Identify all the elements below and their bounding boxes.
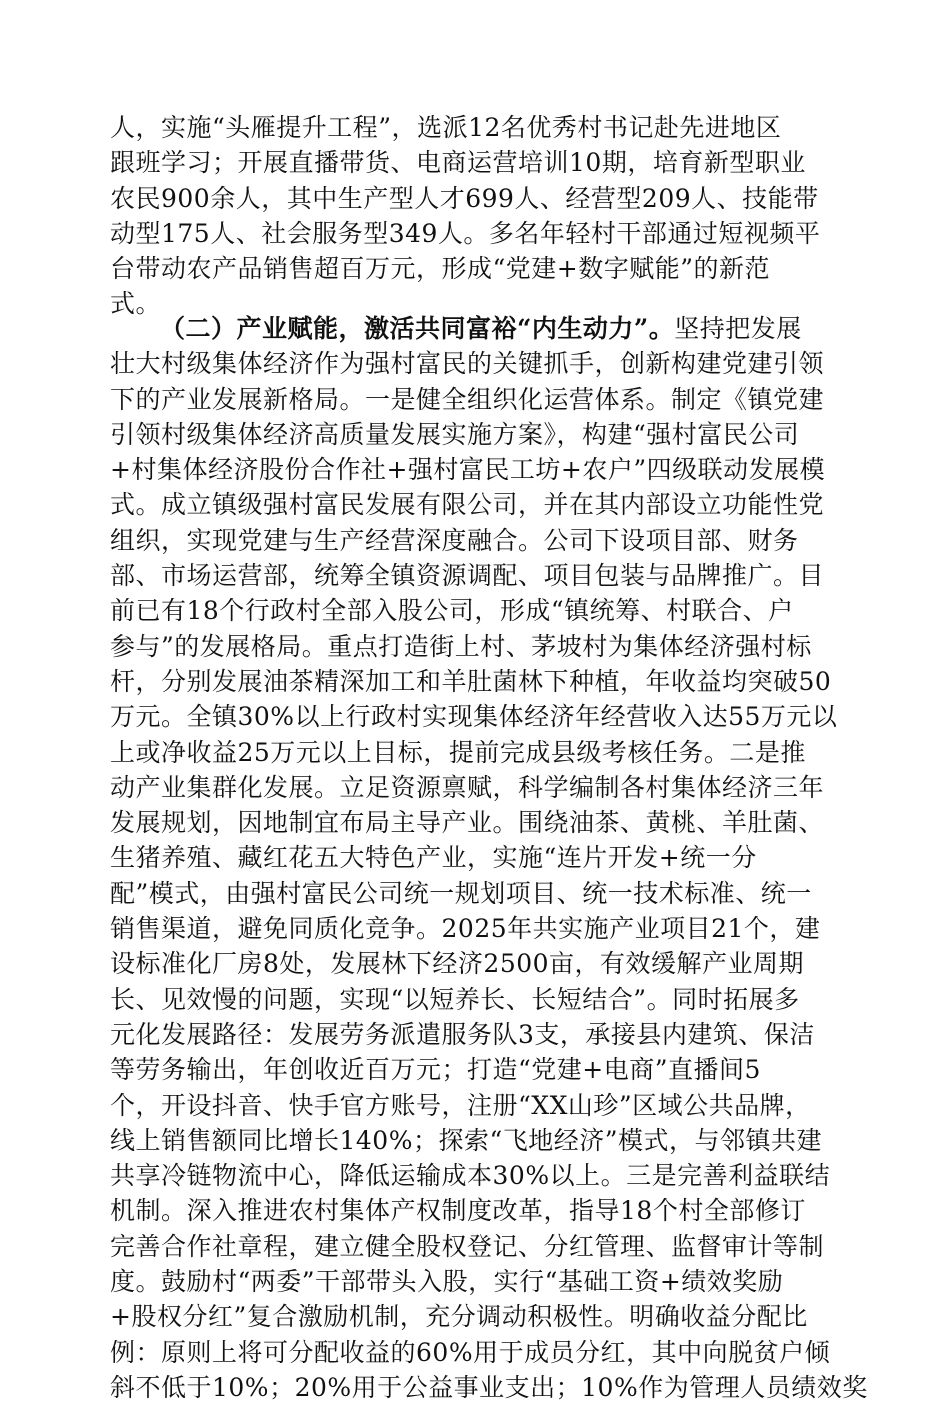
section-heading: （二）产业赋能，激活共同富裕“内生动力”。 (160, 314, 675, 343)
paragraph-line: 组织，实现党建与生产经营深度融合。公司下设项目部、财务 (110, 525, 799, 555)
paragraph-line: 式。 (110, 289, 162, 319)
paragraph-line: 发展规划，因地制宜布局主导产业。围绕油茶、黄桃、羊肚菌、 (110, 808, 825, 838)
section-heading-continuation: 坚持把发展 (674, 314, 802, 343)
section-heading-line (110, 311, 840, 346)
paragraph-line: 度。鼓励村“两委”干部带头入股，实行“基础工资+绩效奖励 (110, 1267, 784, 1297)
paragraph-line: 万元。全镇30%以上行政村实现集体经济年经营收入达55万元以 (110, 702, 838, 732)
paragraph-line: 壮大村级集体经济作为强村富民的关键抓手，创新构建党建引领 (110, 349, 825, 379)
paragraph-line: 部、市场运营部，统筹全镇资源调配、项目包装与品牌推广。目 (110, 561, 825, 591)
paragraph-line: 动型175人、社会服务型349人。多名年轻村干部通过短视频平 (110, 218, 821, 248)
paragraph-line: 设标准化厂房8处，发展林下经济2500亩，有效缓解产业周期 (110, 949, 805, 979)
paragraph-line: 完善合作社章程，建立健全股权登记、分红管理、监督审计等制 (110, 1231, 825, 1261)
paragraph-line: 跟班学习；开展直播带货、电商运营培训10期，培育新型职业 (110, 148, 806, 178)
paragraph-line: 斜不低于10%；20%用于公益事业支出；10%作为管理人员绩效奖 (110, 1372, 868, 1402)
paragraph-line: 引领村级集体经济高质量发展实施方案》，构建“强村富民公司 (110, 419, 800, 449)
paragraph-line: 人，实施“头雁提升工程”，选派12名优秀村书记赴先进地区 (110, 113, 782, 142)
paragraph-line: 杆，分别发展油茶精深加工和羊肚菌林下种植，年收益均突破50 (110, 666, 832, 696)
paragraph-line: +股权分红”复合激励机制，充分调动积极性。明确收益分配比 (110, 1302, 808, 1332)
paragraph-line: 个，开设抖音、快手官方账号，注册“XX山珍”区域公共品牌， (110, 1090, 811, 1120)
paragraph-2 (110, 311, 868, 1405)
paragraph-line: 前已有18个行政村全部入股公司，形成“镇统筹、村联合、户 (110, 596, 794, 626)
paragraph-line: 动产业集群化发展。立足资源禀赋，科学编制各村集体经济三年 (110, 772, 825, 802)
paragraph-line: 销售渠道，避免同质化竞争。2025年共实施产业项目21个，建 (110, 914, 821, 944)
paragraph-line: 线上销售额同比增长140%；探索“飞地经济”模式，与邻镇共建 (110, 1125, 823, 1155)
paragraph-line: 生猪养殖、藏红花五大特色产业，实施“连片开发+统一分 (110, 843, 757, 873)
paragraph-line: 等劳务输出，年创收近百万元；打造“党建+电商”直播间5 (110, 1055, 761, 1085)
paragraph-1 (110, 110, 840, 322)
paragraph-line: 配”模式，由强村富民公司统一规划项目、统一技术标准、统一 (110, 878, 812, 908)
paragraph-line: +村集体经济股份合作社+强村富民工坊+农户”四级联动发展模 (110, 455, 826, 485)
paragraph-line: 例：原则上将可分配收益的60%用于成员分红，其中向脱贫户倾 (110, 1337, 831, 1367)
paragraph-line: 参与”的发展格局。重点打造街上村、茅坡村为集体经济强村标 (110, 631, 812, 661)
paragraph-line: 下的产业发展新格局。一是健全组织化运营体系。制定《镇党建 (110, 384, 825, 414)
paragraph-line: 上或净收益25万元以上目标，提前完成县级考核任务。二是推 (110, 737, 806, 767)
paragraph-line: 元化发展路径：发展劳务派遣服务队3支，承接县内建筑、保洁 (110, 1019, 815, 1049)
paragraph-line: 长、见效慢的问题，实现“以短养长、长短结合”。同时拓展多 (110, 984, 800, 1014)
paragraph-line: 式。成立镇级强村富民发展有限公司，并在其内部设立功能性党 (110, 490, 825, 520)
paragraph-line: 农民900余人，其中生产型人才699人、经营型209人、技能带 (110, 183, 819, 213)
paragraph-line: 机制。深入推进农村集体产权制度改革，指导18个村全部修订 (110, 1196, 806, 1226)
paragraph-line: 共享冷链物流中心，降低运输成本30%以上。三是完善利益联结 (110, 1161, 831, 1191)
paragraph-line: 台带动农产品销售超百万元，形成“党建+数字赋能”的新范 (110, 254, 771, 284)
